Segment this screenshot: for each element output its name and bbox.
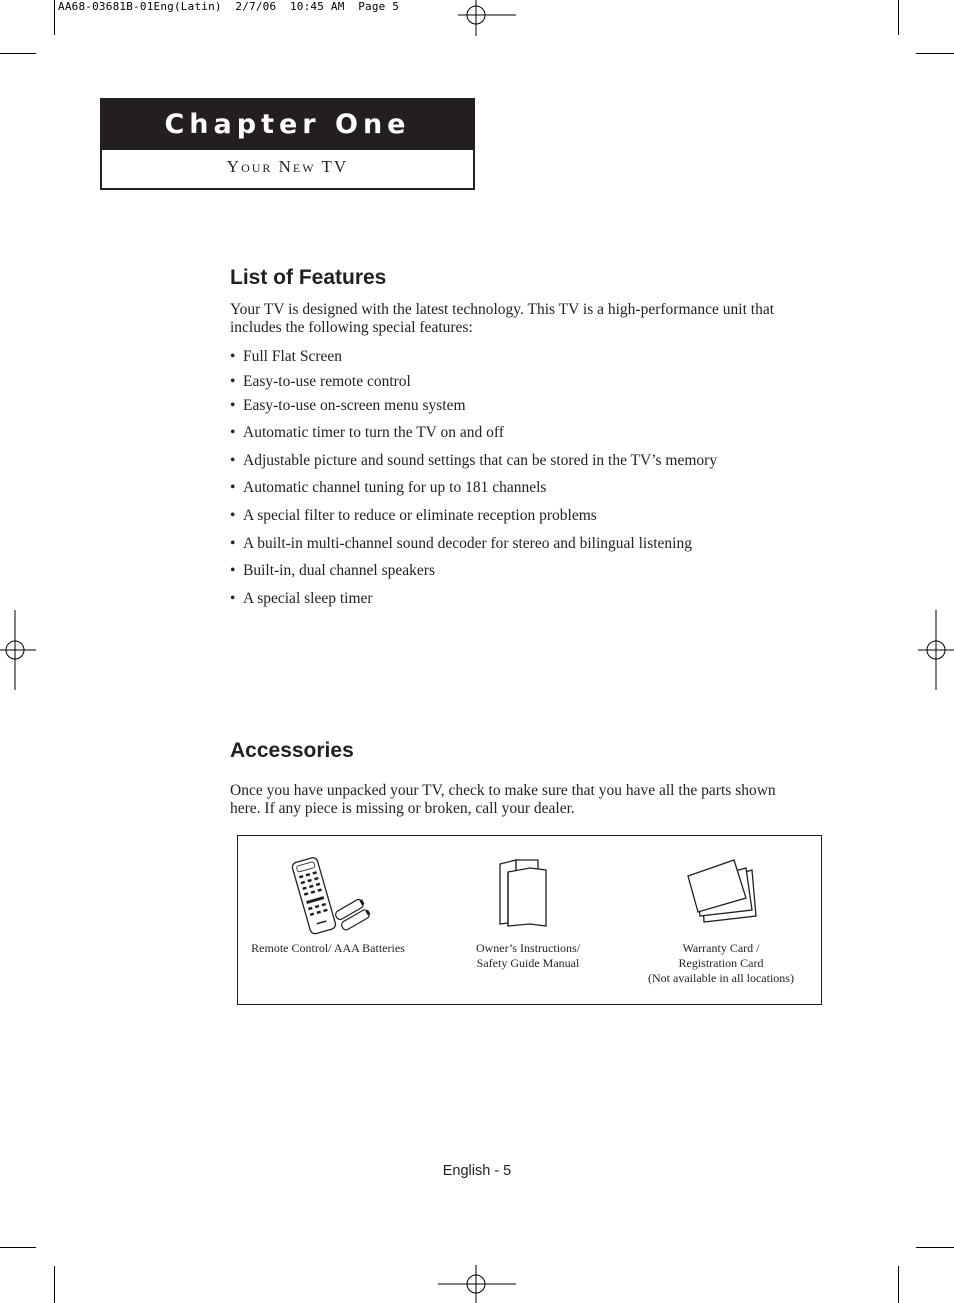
list-item: • A special sleep timer bbox=[230, 590, 373, 607]
features-heading: List of Features bbox=[230, 266, 387, 289]
accessories-heading: Accessories bbox=[230, 739, 354, 762]
accessory-caption: Remote Control/ AAA Batteries bbox=[251, 941, 405, 955]
list-item: • Full Flat Screen bbox=[230, 348, 343, 365]
list-item: • Built-in, dual channel speakers bbox=[230, 562, 435, 579]
chapter-header bbox=[100, 98, 475, 190]
registration-mark-right bbox=[914, 610, 954, 690]
accessories-box bbox=[237, 835, 822, 1005]
chapter-subtitle: Your New TV bbox=[226, 157, 349, 176]
features-intro-line: Your TV is designed with the latest technology. This TV is a high-performance unit that bbox=[230, 301, 775, 318]
list-item: • Easy-to-use on-screen menu system bbox=[230, 397, 466, 414]
registration-mark-left bbox=[0, 610, 40, 690]
manual-booklet-icon bbox=[494, 858, 554, 928]
print-slug: AA68-03681B-01Eng(Latin) 2/7/06 10:45 AM Page 5 bbox=[58, 0, 400, 13]
accessory-caption: Owner’s Instructions/ Safety Guide Manual bbox=[475, 941, 581, 970]
accessories-intro-line: Once you have unpacked your TV, check to make sure that you have all the parts shown bbox=[230, 782, 776, 799]
list-item: • Automatic channel tuning for up to 181 channels bbox=[230, 479, 547, 496]
accessories-intro bbox=[230, 782, 830, 818]
list-item: • Easy-to-use remote control bbox=[230, 373, 411, 390]
features-intro-line: includes the following special features: bbox=[230, 319, 473, 336]
list-item: • Automatic timer to turn the TV on and off bbox=[230, 424, 504, 441]
list-item: • A built-in multi-channel sound decoder for stereo and bilingual listening bbox=[230, 535, 692, 552]
warranty-card-icon bbox=[682, 856, 758, 926]
remote-control-icon bbox=[286, 852, 376, 936]
registration-mark-bottom bbox=[438, 1265, 518, 1303]
chapter-title: Chapter One bbox=[102, 100, 473, 150]
accessory-caption: Warranty Card / Registration Card (Not available in all locations) bbox=[648, 941, 794, 985]
page-number: English - 5 bbox=[442, 1163, 512, 1179]
registration-mark-top bbox=[458, 0, 518, 38]
accessories-intro-line: here. If any piece is missing or broken, call your dealer. bbox=[230, 800, 575, 817]
list-item: • A special filter to reduce or eliminate reception problems bbox=[230, 507, 597, 524]
list-item: • Adjustable picture and sound settings that can be stored in the TV’s memory bbox=[230, 452, 718, 469]
features-intro bbox=[230, 301, 820, 337]
